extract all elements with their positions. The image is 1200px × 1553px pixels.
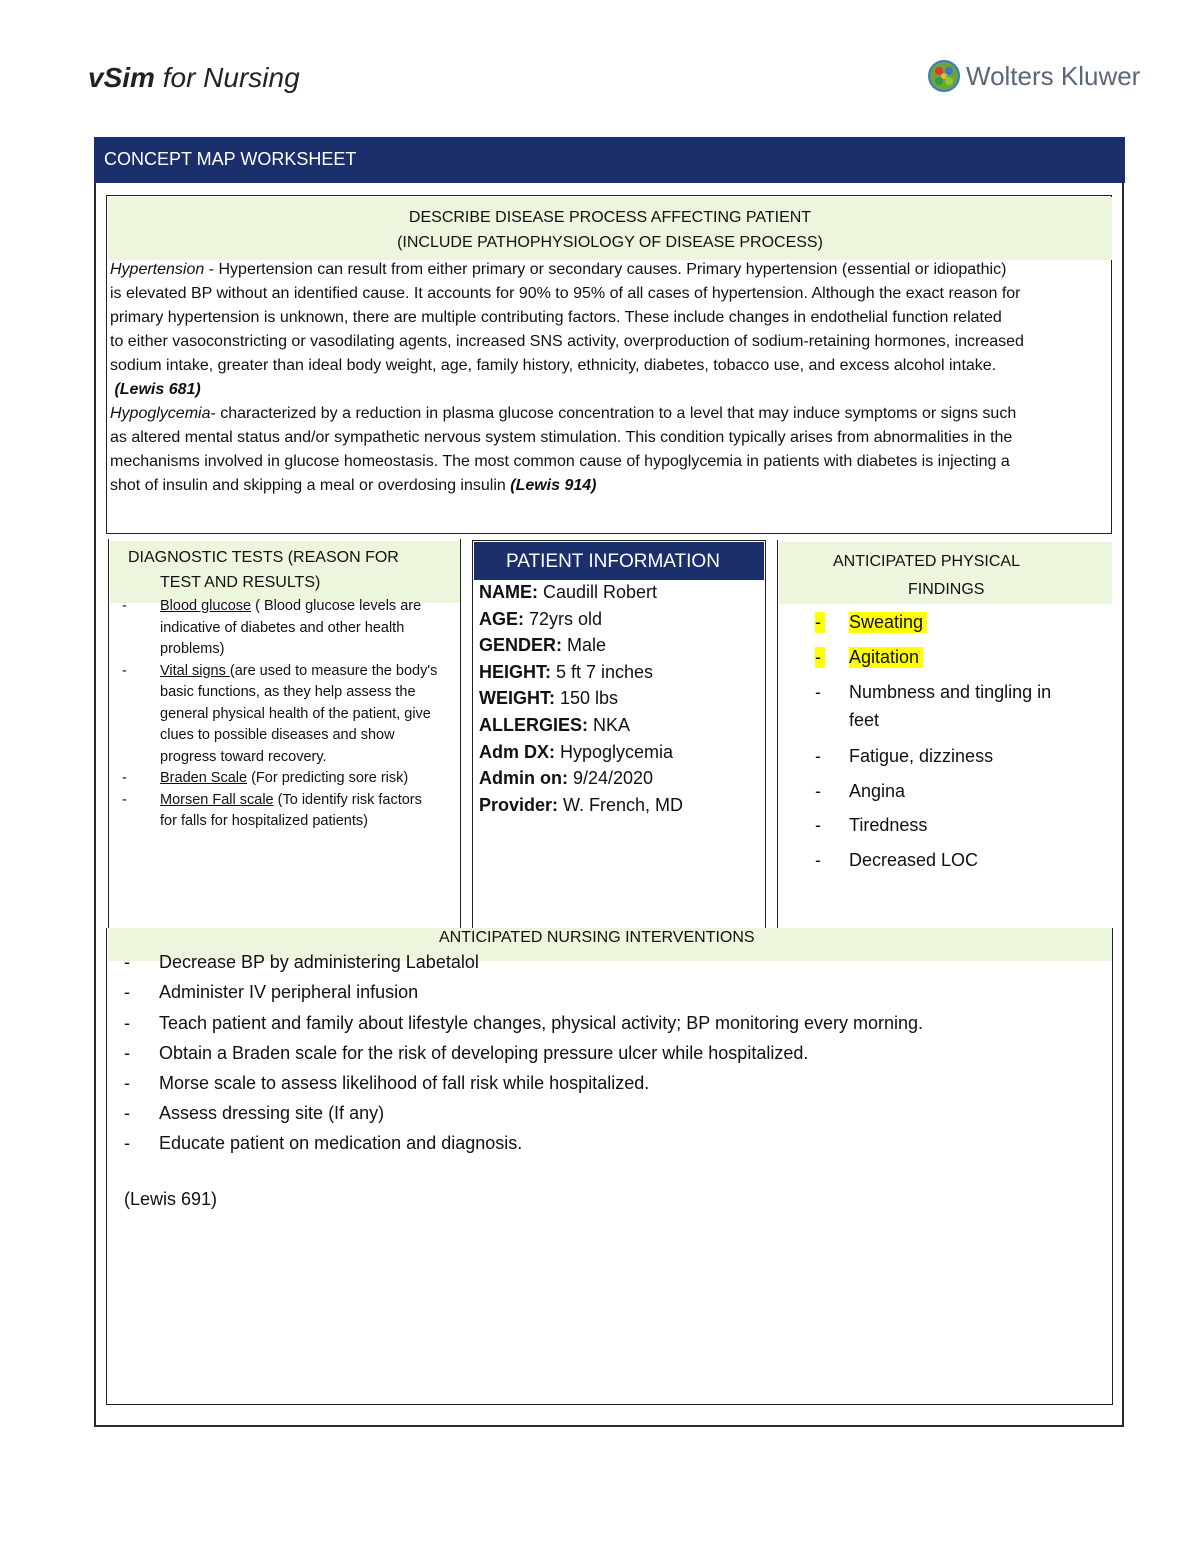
patient-field bbox=[479, 659, 683, 686]
diagnostic-tests-header bbox=[110, 541, 460, 603]
field-value: Male bbox=[562, 635, 607, 656]
disease-process-text bbox=[110, 258, 1140, 498]
field-label: GENDER: bbox=[479, 635, 563, 656]
finding-text: Numbness and tingling in bbox=[849, 682, 1052, 702]
disease-heading-line1: DESCRIBE DISEASE PROCESS AFFECTING PATIENT bbox=[408, 209, 812, 226]
disease-heading-line2: (INCLUDE PATHOPHYSIOLOGY OF DISEASE PROCESS) bbox=[397, 234, 823, 251]
diagnostic-heading-line2: TEST AND RESULTS) bbox=[160, 574, 321, 591]
physical-findings-header bbox=[779, 542, 1112, 604]
list-item: - Morsen Fall scale (To identify risk factors for falls for hospitalized patients) bbox=[122, 791, 422, 829]
field-value: Caudill Robert bbox=[538, 582, 658, 602]
list-item: - Blood glucose ( Blood glucose levels are indicative of diabetes and other health problems) bbox=[122, 598, 422, 657]
worksheet-title: CONCEPT MAP WORKSHEET bbox=[104, 149, 357, 169]
list-item: - Vital signs (are used to measure the body's basic functions, as they help assess the general physical health of the patient, give clues to possible diseases and show progress toward recovery. bbox=[122, 662, 438, 765]
test-name: Vital signs bbox=[160, 662, 230, 679]
patient-field bbox=[479, 739, 683, 766]
field-value: NKA bbox=[588, 714, 631, 735]
interventions-reference: (Lewis 691) bbox=[124, 1189, 218, 1209]
field-label: Admin on: bbox=[479, 768, 568, 789]
publisher-name: Wolters Kluwer bbox=[966, 60, 1141, 91]
patient-field bbox=[479, 792, 683, 819]
hypoglycemia-line: mechanisms involved in glucose homeostasis. The most common cause of hypoglycemia in patients with diabetes is injecting a bbox=[110, 453, 1010, 470]
worksheet-title-bar bbox=[94, 137, 1125, 183]
test-description: ( Blood glucose levels are indicative of diabetes and other health problems) bbox=[160, 598, 422, 657]
hypertension-line: primary hypertension is unknown, there are multiple contributing factors. These include changes in endothelial function related bbox=[110, 309, 1002, 326]
finding-text: Tiredness bbox=[849, 815, 928, 835]
hypoglycemia-reference: (Lewis 914) bbox=[510, 477, 597, 494]
intervention-text: Administer IV peripheral infusion bbox=[159, 982, 419, 1002]
field-label: NAME: bbox=[479, 582, 538, 602]
field-label: WEIGHT: bbox=[479, 688, 555, 709]
intervention-text: Teach patient and family about lifestyle changes, physical activity; BP monitoring every morning. bbox=[159, 1013, 924, 1033]
field-value: Hypoglycemia bbox=[555, 741, 674, 762]
intervention-text: Obtain a Braden scale for the risk of developing pressure ulcer while hospitalized. bbox=[159, 1043, 809, 1063]
vsim-logo bbox=[88, 62, 300, 94]
list-item: - Braden Scale (For predicting sore risk) bbox=[122, 770, 409, 786]
globe-icon bbox=[928, 60, 960, 92]
test-name: Morsen Fall scale bbox=[160, 791, 274, 808]
diagnostic-heading-line1: DIAGNOSTIC TESTS (REASON FOR bbox=[128, 549, 399, 566]
field-label: HEIGHT: bbox=[479, 661, 551, 682]
finding-text: Agitation bbox=[849, 647, 923, 668]
vsim-logo-brand: vSim bbox=[88, 62, 155, 93]
finding-text: Decreased LOC bbox=[849, 850, 979, 870]
field-label: Adm DX: bbox=[479, 741, 555, 762]
diagnostic-tests-list bbox=[118, 596, 438, 833]
patient-information-fields bbox=[479, 579, 683, 818]
patient-field bbox=[479, 579, 683, 606]
vsim-logo-subtitle: for Nursing bbox=[162, 62, 300, 93]
test-description: (For predicting sore risk) bbox=[247, 770, 409, 786]
hypoglycemia-line: as altered mental status and/or sympathetic nervous system stimulation. This condition typically arises from abnormalities in the bbox=[110, 429, 1013, 446]
hypertension-line: sodium intake, greater than ideal body weight, age, family history, ethnicity, diabetes, tobacco use, and excess alcohol intake. bbox=[110, 357, 997, 374]
patient-field bbox=[479, 606, 683, 633]
finding-text: Sweating bbox=[849, 612, 927, 633]
field-label: Provider: bbox=[479, 794, 559, 815]
patient-heading: PATIENT INFORMATION bbox=[506, 551, 720, 572]
finding-text: Angina bbox=[849, 781, 906, 801]
test-description: (are used to measure the body's basic functions, as they help assess the general physical health of the patient, give clues to possible diseases and show progress toward recovery. bbox=[160, 662, 438, 765]
field-value: 72yrs old bbox=[524, 608, 603, 629]
hypoglycemia-term: Hypoglycemia bbox=[110, 405, 211, 422]
physical-heading-line1: ANTICIPATED PHYSICAL bbox=[833, 553, 1020, 570]
test-name: Blood glucose bbox=[160, 598, 252, 614]
patient-field bbox=[479, 712, 683, 739]
patient-field bbox=[479, 765, 683, 792]
intervention-text: Educate patient on medication and diagnosis. bbox=[159, 1133, 523, 1153]
hypertension-reference: (Lewis 681) bbox=[114, 381, 201, 398]
intervention-text: Morse scale to assess likelihood of fall risk while hospitalized. bbox=[159, 1073, 650, 1093]
field-label: ALLERGIES: bbox=[479, 714, 589, 735]
patient-field bbox=[479, 685, 683, 712]
field-value: 9/24/2020 bbox=[567, 768, 654, 789]
test-name: Braden Scale bbox=[160, 770, 248, 786]
hypoglycemia-line: shot of insulin and skipping a meal or overdosing insulin bbox=[110, 477, 511, 494]
disease-process-header bbox=[108, 197, 1112, 260]
patient-information-header bbox=[474, 542, 764, 580]
field-value: W. French, MD bbox=[558, 794, 684, 815]
field-value: 5 ft 7 inches bbox=[551, 661, 654, 682]
interventions-heading: ANTICIPATED NURSING INTERVENTIONS bbox=[439, 929, 755, 946]
test-description: (To identify risk factors for falls for hospitalized patients) bbox=[160, 791, 422, 829]
finding-text: feet bbox=[849, 710, 880, 730]
finding-text: Fatigue, dizziness bbox=[849, 746, 994, 766]
wolters-kluwer-logo bbox=[928, 60, 1140, 92]
field-label: AGE: bbox=[479, 608, 524, 629]
intervention-text: Decrease BP by administering Labetalol bbox=[159, 952, 479, 972]
field-value: 150 lbs bbox=[555, 688, 619, 709]
intervention-text: Assess dressing site (If any) bbox=[159, 1103, 385, 1123]
patient-field bbox=[479, 632, 683, 659]
hypertension-line: to either vasoconstricting or vasodilating agents, increased SNS activity, overproduction of sodium-retaining hormones, increased bbox=[110, 333, 1024, 350]
hypertension-term: Hypertension bbox=[110, 261, 205, 278]
physical-heading-line2: FINDINGS bbox=[908, 581, 985, 598]
hypoglycemia-line: - characterized by a reduction in plasma glucose concentration to a level that may induce symptoms or signs such bbox=[210, 405, 1017, 422]
hypertension-line: is elevated BP without an identified cause. It accounts for 90% to 95% of all cases of hypertension. Although the exact reason for bbox=[110, 285, 1021, 302]
hypertension-line: - Hypertension can result from either primary or secondary causes. Primary hypertension (essential or idiopathic) bbox=[204, 261, 1007, 278]
